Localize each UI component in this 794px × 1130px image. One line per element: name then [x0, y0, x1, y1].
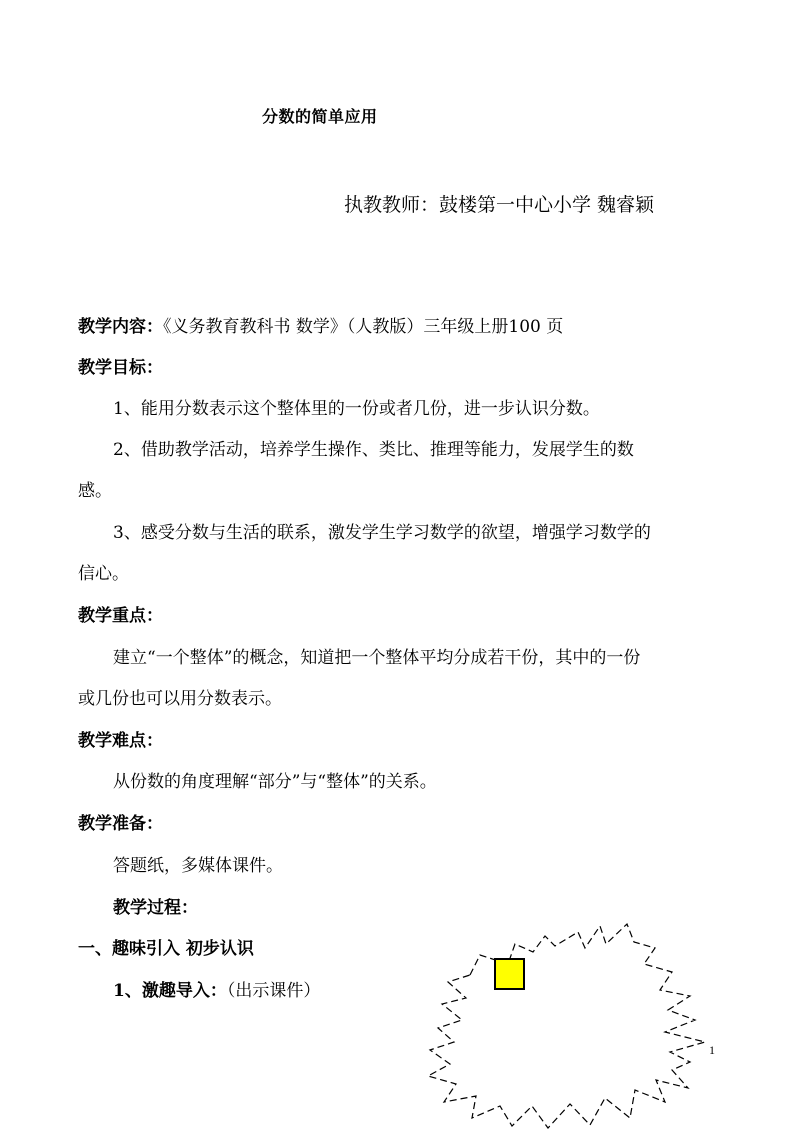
goals-label: 教学目标：: [78, 358, 163, 378]
goal-1: 1、能用分数表示这个整体里的一份或者几份，进一步认识分数。: [113, 399, 600, 419]
teacher-line: 执教教师：鼓楼第一中心小学 魏睿颖: [344, 194, 655, 216]
content-label: 教学内容：: [78, 317, 163, 337]
prep-label: 教学准备：: [78, 814, 163, 834]
step-1-line: [113, 980, 320, 1002]
step-1-note: （出示课件）: [226, 981, 321, 1001]
difficulty-text: 从份数的角度理解“部分”与“整体”的关系。: [113, 772, 437, 792]
goal-3-line1: 3、感受分数与生活的联系，激发学生学习数学的欲望，增强学习数学的: [113, 523, 651, 543]
process-label: 教学过程：: [113, 898, 198, 918]
yellow-square: [495, 959, 524, 989]
step-1-label: 1、激趣导入：: [113, 981, 227, 1001]
starburst-outline: [428, 924, 705, 1128]
goal-2-line1: 2、借助教学活动，培养学生操作、类比、推理等能力，发展学生的数: [113, 440, 634, 460]
key-line1: 建立“一个整体”的概念，知道把一个整体平均分成若干份，其中的一份: [113, 648, 641, 668]
difficulty-label: 教学难点：: [78, 731, 163, 751]
content-text: 《义务教育教科书 数学》（人教版）三年级上册100 页: [163, 317, 564, 337]
key-label: 教学重点：: [78, 606, 163, 626]
page-number: 1: [709, 1043, 715, 1057]
content-line: [78, 316, 563, 338]
prep-text: 答题纸，多媒体课件。: [113, 856, 283, 876]
goal-2-line2: 感。: [78, 481, 112, 501]
key-line2: 或几份也可以用分数表示。: [78, 689, 282, 709]
section-1-heading: 一、趣味引入 初步认识: [78, 939, 254, 959]
goal-3-line2: 信心。: [78, 564, 129, 584]
starburst-shape: [420, 920, 720, 1130]
document-title: 分数的简单应用: [262, 107, 378, 126]
